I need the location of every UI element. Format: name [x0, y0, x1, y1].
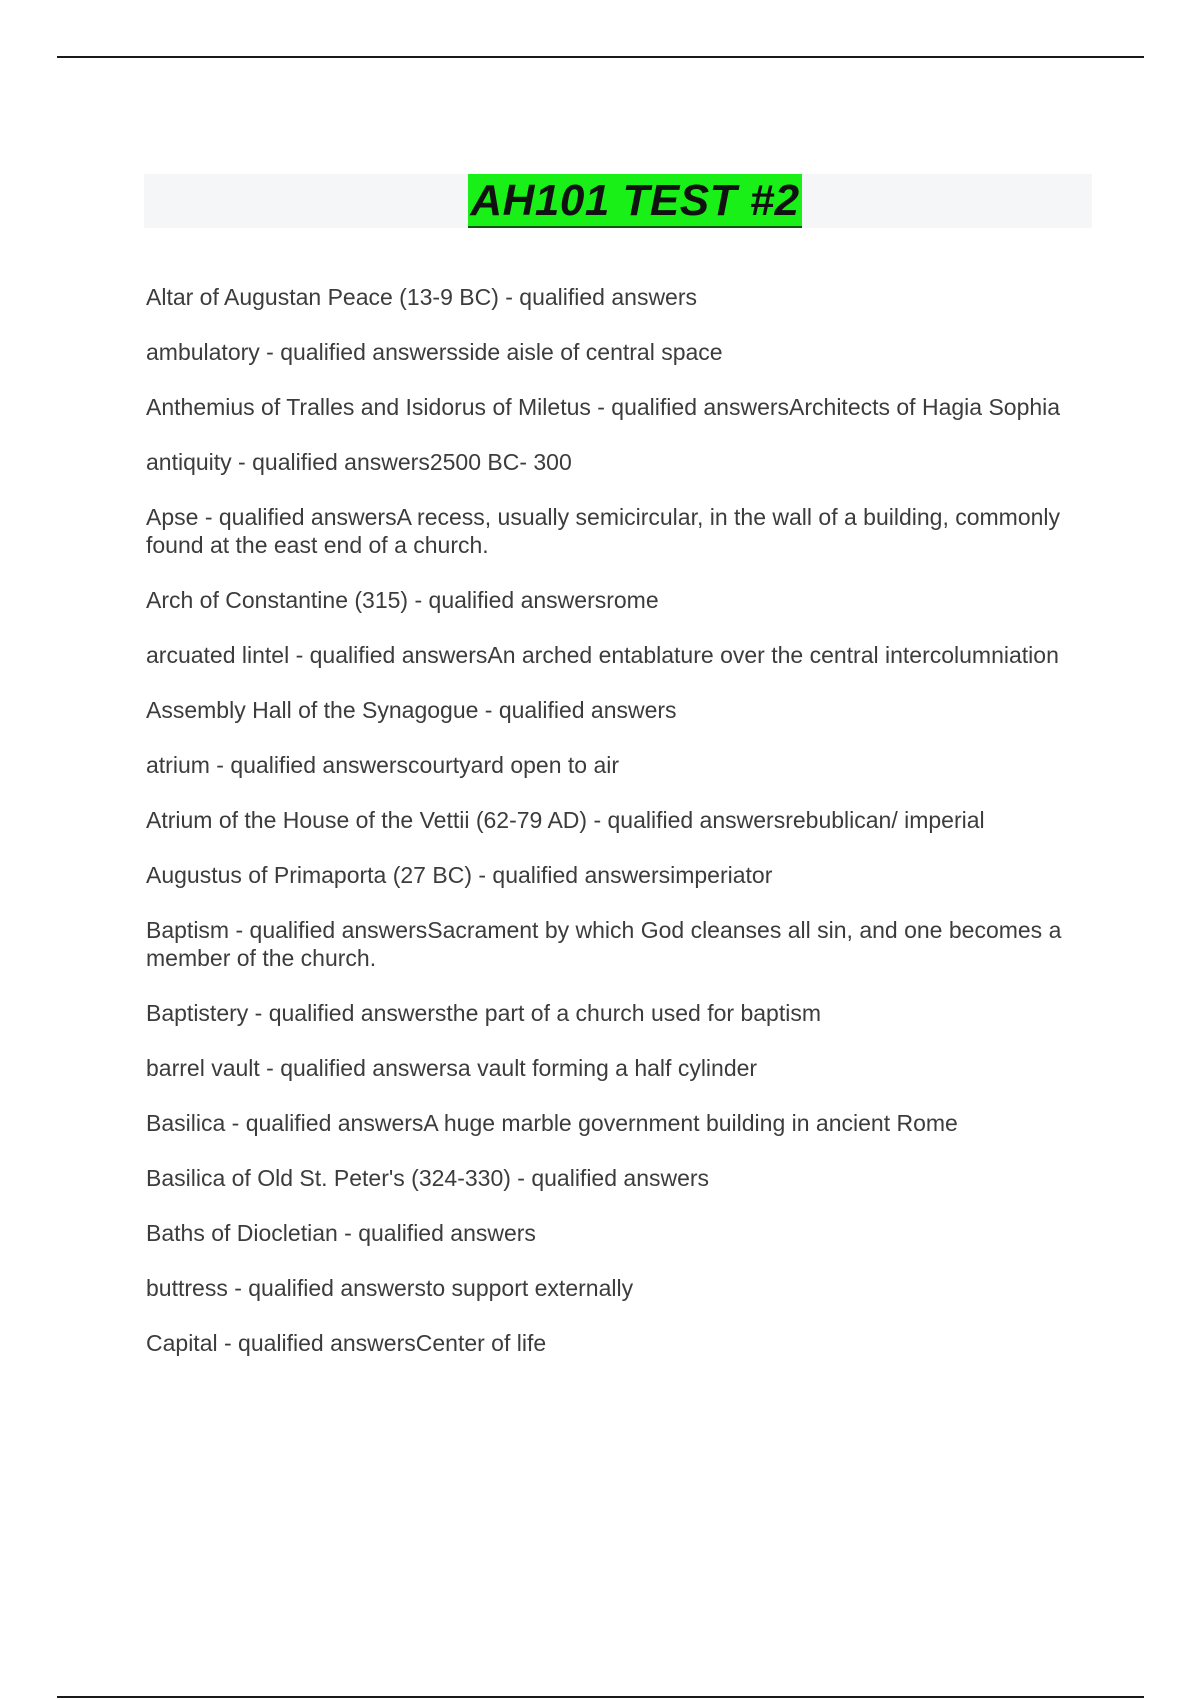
list-item: Baths of Diocletian - qualified answers [146, 1220, 536, 1246]
list-item: Apse - qualified answersA recess, usually semicircular, in the wall of a building, commonly found at the east end of a church. [146, 504, 1061, 558]
list-item: barrel vault - qualified answersa vault forming a half cylinder [146, 1055, 758, 1081]
list-item: Capital - qualified answersCenter of life [146, 1330, 547, 1356]
title-band [144, 174, 1092, 228]
top-rule [57, 56, 1144, 58]
list-item: ambulatory - qualified answersside aisle of central space [146, 339, 723, 365]
list-item: Atrium of the House of the Vettii (62-79 AD) - qualified answersrebublican/ imperial [146, 807, 985, 833]
list-item: Augustus of Primaporta (27 BC) - qualified answersimperiator [146, 862, 773, 888]
list-item: Basilica - qualified answersA huge marble government building in ancient Rome [146, 1110, 958, 1136]
list-item: buttress - qualified answersto support externally [146, 1275, 634, 1301]
bottom-rule [57, 1696, 1144, 1698]
list-item: Altar of Augustan Peace (13-9 BC) - qualified answers [146, 284, 698, 310]
list-item: antiquity - qualified answers2500 BC- 300 [146, 449, 572, 475]
list-item: atrium - qualified answerscourtyard open to air [146, 752, 620, 778]
list-item: Baptism - qualified answersSacrament by which God cleanses all sin, and one becomes a member of the church. [146, 917, 1062, 971]
list-item: Baptistery - qualified answersthe part of a church used for baptism [146, 1000, 822, 1026]
document-title: AH101 TEST #2 [468, 174, 801, 228]
list-item: Basilica of Old St. Peter's (324-330) - qualified answers [146, 1165, 710, 1191]
list-item: Assembly Hall of the Synagogue - qualified answers [146, 697, 677, 723]
entry-list [146, 283, 1096, 1384]
list-item: Arch of Constantine (315) - qualified answersrome [146, 587, 659, 613]
list-item: Anthemius of Tralles and Isidorus of Miletus - qualified answersArchitects of Hagia Sophia [146, 394, 1061, 420]
list-item: arcuated lintel - qualified answersAn arched entablature over the central intercolumniation [146, 642, 1059, 668]
